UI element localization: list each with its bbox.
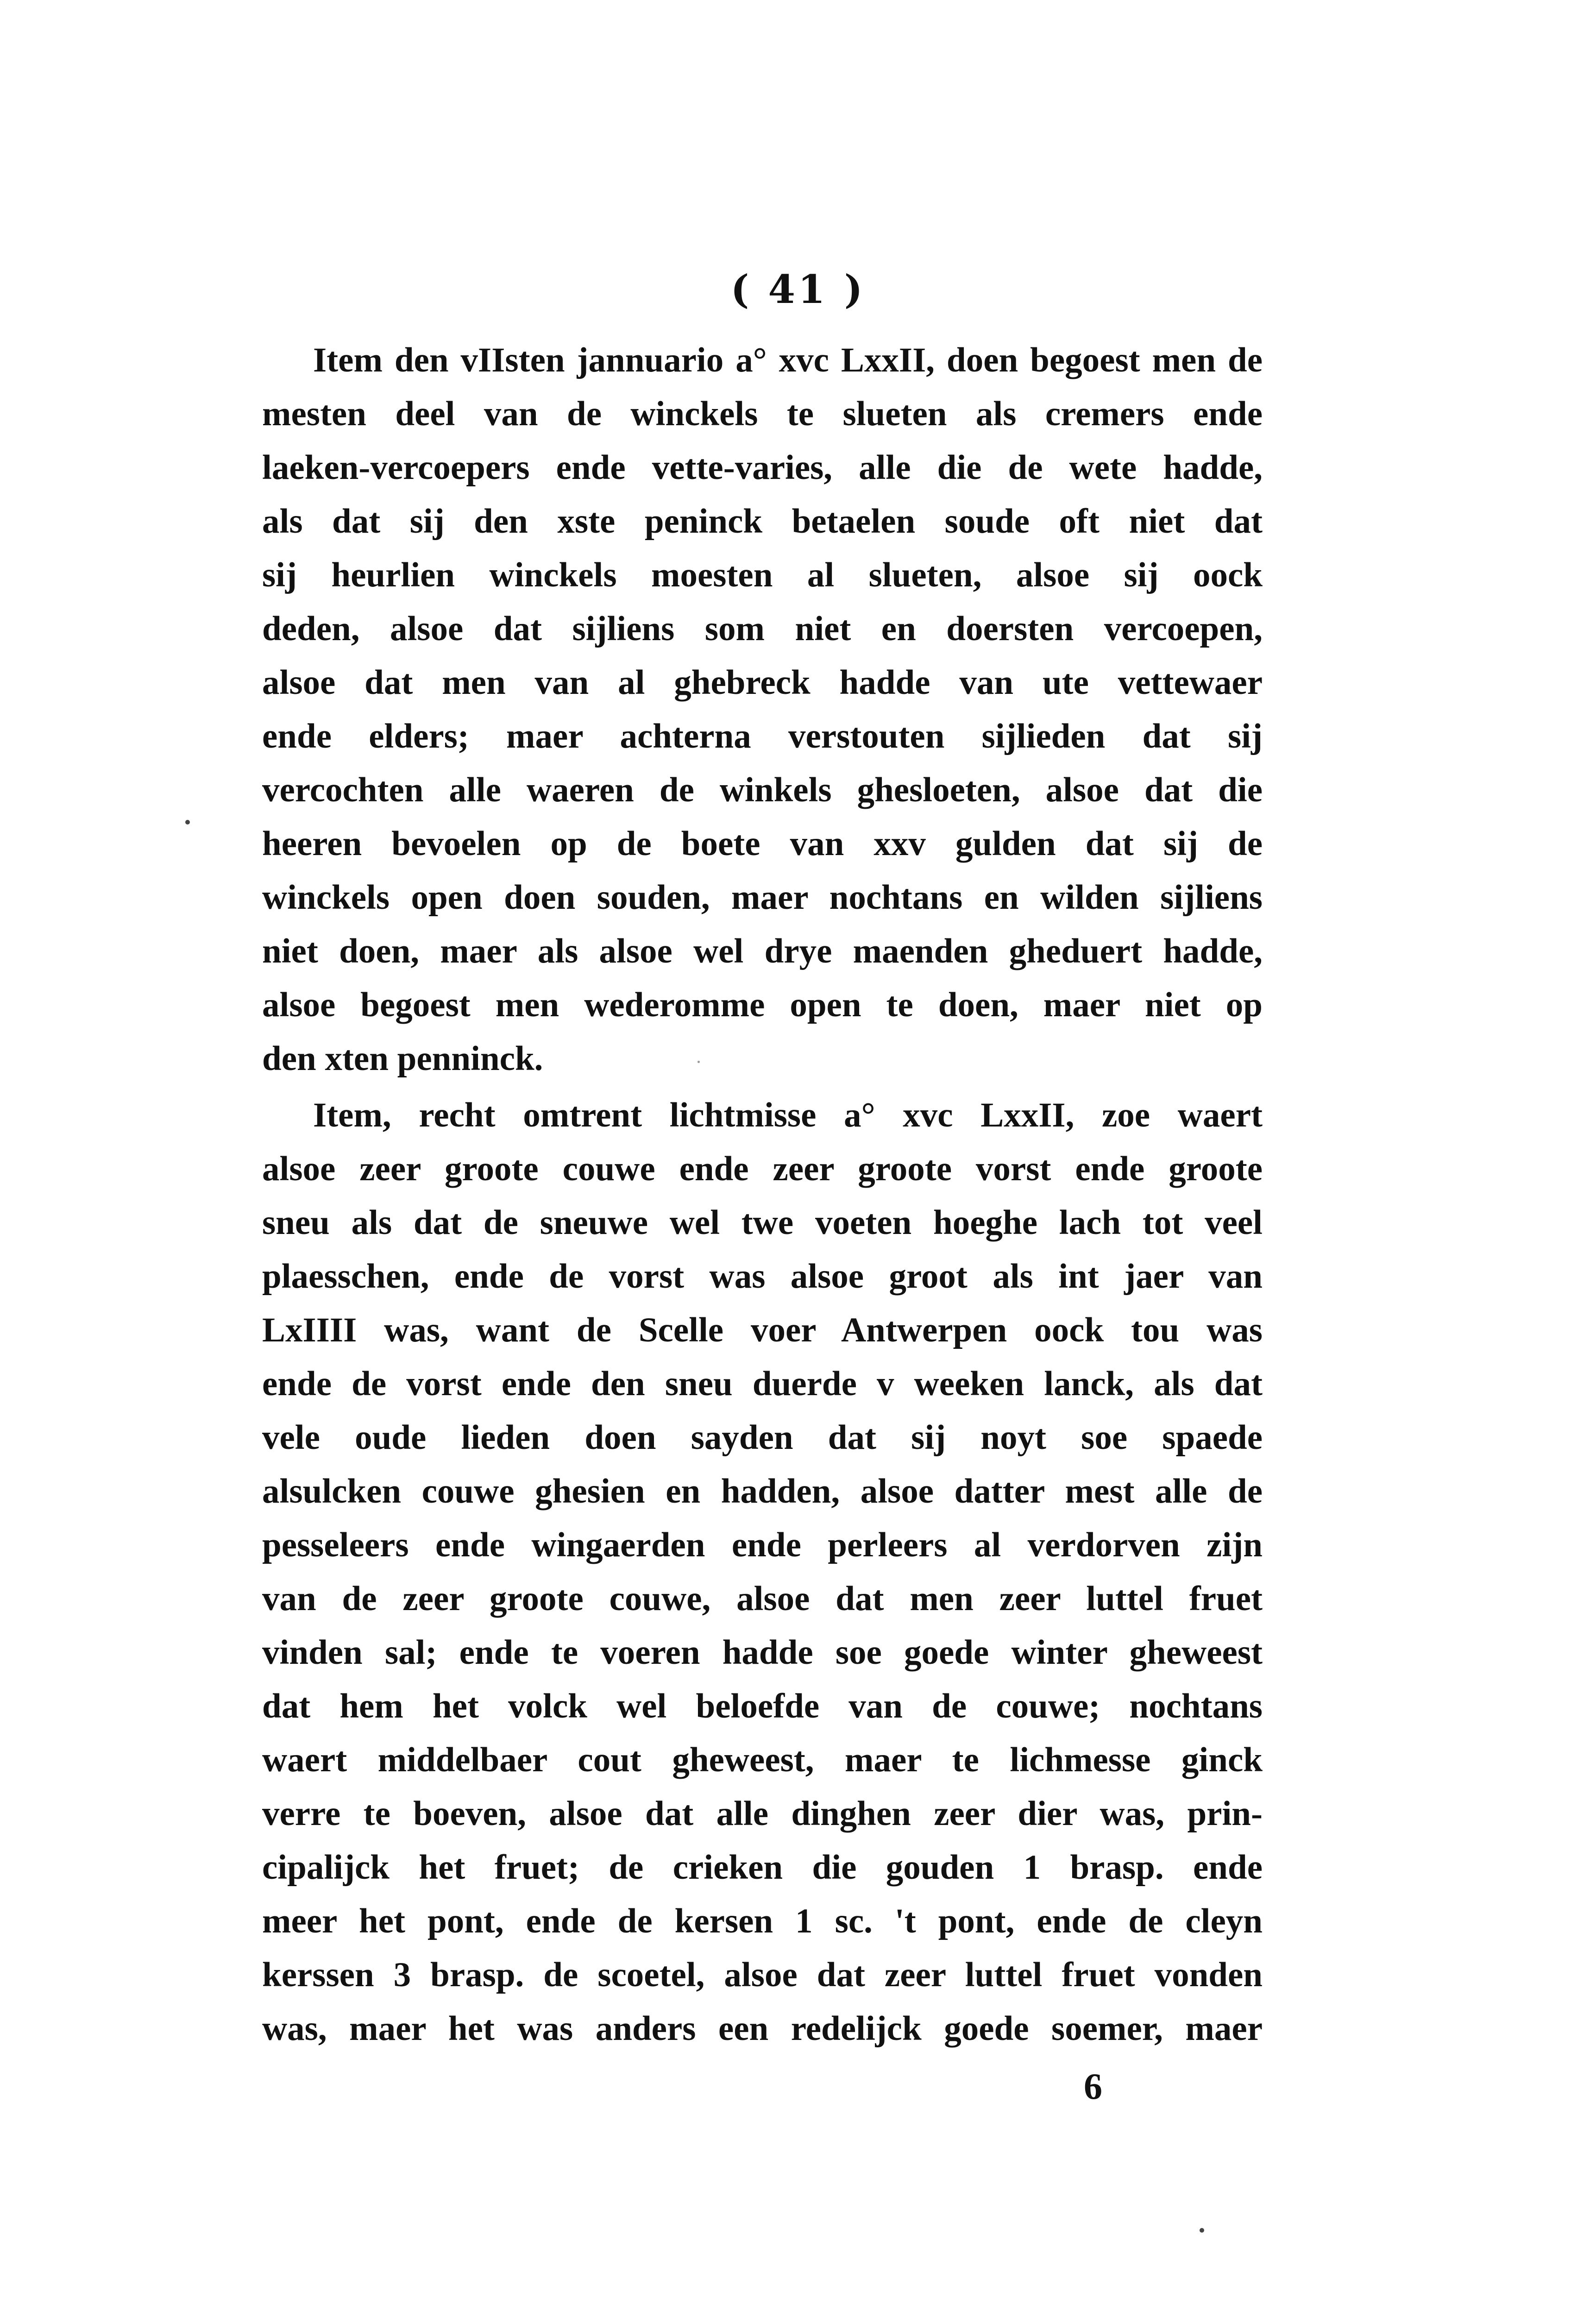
text-line: was, maer het was anders een redelijck goede soemer, maer xyxy=(262,2009,1263,2048)
paragraph-2 xyxy=(262,1089,1263,2056)
text-line: als dat sij den xste peninck betaelen soude oft niet dat xyxy=(262,502,1263,541)
text-line: sneu als dat de sneuwe wel twe voeten hoeghe lach tot veel xyxy=(262,1203,1263,1242)
text-line: pesseleers ende wingaerden ende perleers al verdorven zijn xyxy=(262,1526,1263,1564)
text-line: vinden sal; ende te voeren hadde soe goede winter gheweest xyxy=(262,1633,1263,1672)
paper-speck xyxy=(185,820,190,824)
text-line: van de zeer groote couwe, alsoe dat men zeer luttel fruet xyxy=(262,1580,1263,1618)
text-line: verre te boeven, alsoe dat alle dinghen zeer dier was, prin- xyxy=(262,1794,1263,1833)
paragraph-1 xyxy=(262,334,1263,1086)
text-line: waert middelbaer cout gheweest, maer te lichmesse ginck xyxy=(262,1741,1263,1779)
text-line: meer het pont, ende de kersen 1 sc. 't pont, ende de cleyn xyxy=(262,1902,1263,1940)
text-line: mesten deel van de winckels te slueten als cremers ende xyxy=(262,395,1263,433)
text-line: winckels open doen souden, maer nochtans en wilden sijliens xyxy=(262,878,1263,917)
text-line: deden, alsoe dat sijliens som niet en doersten vercoepen, xyxy=(262,610,1263,648)
text-line: niet doen, maer als alsoe wel drye maenden gheduert hadde, xyxy=(262,932,1263,970)
text-line: laeken-vercoepers ende vette-varies, alle die de wete hadde, xyxy=(262,448,1263,487)
text-line: ende elders; maer achterna verstouten sijlieden dat sij xyxy=(262,717,1263,755)
text-line: alsulcken couwe ghesien en hadden, alsoe datter mest alle de xyxy=(262,1472,1263,1510)
text-line: heeren bevoelen op de boete van xxv gulden dat sij de xyxy=(262,824,1263,863)
text-line: plaesschen, ende de vorst was alsoe groot als int jaer van xyxy=(262,1257,1263,1296)
text-line: kerssen 3 brasp. de scoetel, alsoe dat zeer luttel fruet vonden xyxy=(262,1956,1263,1994)
text-line: cipalijck het fruet; de crieken die gouden 1 brasp. ende xyxy=(262,1848,1263,1887)
text-line: alsoe begoest men wederomme open te doen, maer niet op xyxy=(262,986,1263,1024)
signature-mark: 6 xyxy=(1084,2066,1102,2107)
page-number-header: ( 41 ) xyxy=(730,266,866,312)
text-line: LxIIII was, want de Scelle voer Antwerpen oock tou was xyxy=(262,1311,1263,1349)
text-line: vercochten alle waeren de winkels ghesloeten, alsoe dat die xyxy=(262,771,1263,809)
paper-speck xyxy=(1200,2228,1204,2233)
text-line: alsoe dat men van al ghebreck hadde van ute vettewaer xyxy=(262,663,1263,702)
text-line: Item den vIIsten jannuario a° xvc LxxII, doen begoest men de xyxy=(313,341,1263,379)
text-line: vele oude lieden doen sayden dat sij noyt soe spaede xyxy=(262,1418,1263,1457)
text-line: dat hem het volck wel beloefde van de couwe; nochtans xyxy=(262,1687,1263,1725)
body-text xyxy=(262,334,1263,2056)
text-line: den xten penninck. xyxy=(262,1039,543,1078)
text-line: ende de vorst ende den sneu duerde v weeken lanck, als dat xyxy=(262,1365,1263,1403)
text-line: Item, recht omtrent lichtmisse a° xvc LxxII, zoe waert xyxy=(313,1096,1263,1134)
paper-speck xyxy=(697,1061,700,1063)
text-line: sij heurlien winckels moesten al slueten, alsoe sij oock xyxy=(262,556,1263,594)
text-line: alsoe zeer groote couwe ende zeer groote vorst ende groote xyxy=(262,1150,1263,1188)
